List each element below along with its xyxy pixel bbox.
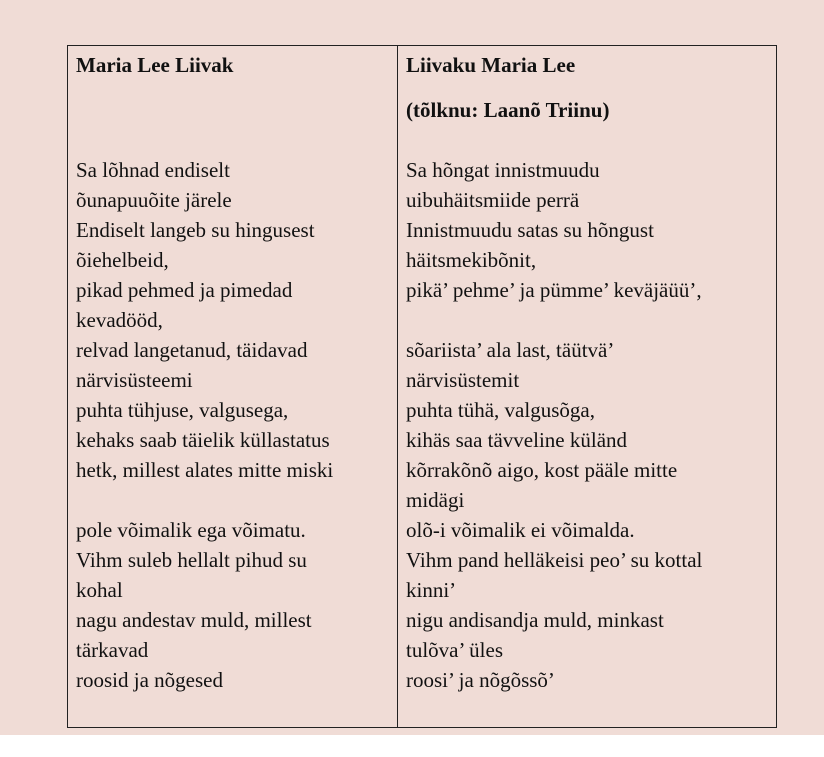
poem-line: relvad langetanud, täidavad (76, 338, 308, 362)
original-poem-title: Maria Lee Liivak (76, 53, 234, 77)
poem-line: pikä’ pehme’ ja pümme’ keväjäüü’, (406, 278, 702, 302)
poem-line: Vihm suleb hellalt pihud su (76, 548, 307, 572)
poem-line: hetk, millest alates mitte miski (76, 458, 334, 482)
poem-line: Sa hõngat innistmuudu (406, 158, 600, 182)
poem-line: häitsmekibõnit, (406, 248, 537, 272)
translation-column (398, 46, 776, 727)
poem-line: kehaks saab täielik küllastatus (76, 428, 330, 452)
poem-line: sõariista’ ala last, täütvä’ (406, 338, 615, 362)
poem-line: Vihm pand helläkeisi peo’ su kottal (406, 548, 703, 572)
poem-line: õiehelbeid, (76, 248, 169, 272)
poem-line: Sa lõhnad endiselt (76, 158, 230, 182)
poem-line: nagu andestav muld, millest (76, 608, 312, 632)
poem-line: pikad pehmed ja pimedad (76, 278, 293, 302)
poem-line: puhta tühjuse, valgusega, (76, 398, 289, 422)
poem-line: puhta tühä, valgusõga, (406, 398, 595, 422)
poem-line: tulõva’ üles (406, 638, 504, 662)
original-poem-column (68, 46, 398, 727)
poem-line: kohal (76, 578, 123, 602)
poem-line: uibuhäitsmiide perrä (406, 188, 580, 212)
poem-line: kinni’ (406, 578, 457, 602)
poem-line: närvisüstemit (406, 368, 520, 392)
poem-line: roosi’ ja nõgõssõ’ (406, 668, 555, 692)
poem-line: pole võimalik ega võimatu. (76, 518, 306, 542)
translator-credit: (tõlknu: Laanõ Triinu) (406, 98, 610, 122)
poem-line (76, 485, 389, 515)
poem-line: kevadööd, (76, 308, 163, 332)
poem-line (406, 305, 768, 335)
poem-line: Endiselt langeb su hingusest (76, 218, 315, 242)
bottom-white-strip (0, 735, 824, 757)
original-poem-lines (76, 155, 389, 695)
poem-line: tärkavad (76, 638, 149, 662)
poem-line: närvisüsteemi (76, 368, 193, 392)
poem-line: õunapuuõite järele (76, 188, 232, 212)
poem-line: midägi (406, 488, 465, 512)
poem-line: roosid ja nõgesed (76, 668, 223, 692)
poem-line: nigu andisandja muld, minkast (406, 608, 664, 632)
poem-line: kõrrakõnõ aigo, kost pääle mitte (406, 458, 678, 482)
poem-comparison-table (67, 45, 777, 728)
poem-line: olõ-i võimalik ei võimalda. (406, 518, 635, 542)
poem-line: Innistmuudu satas su hõngust (406, 218, 654, 242)
translation-title: Liivaku Maria Lee (406, 53, 576, 77)
translation-lines (406, 155, 768, 695)
poem-line: kihäs saa tävveline küländ (406, 428, 628, 452)
